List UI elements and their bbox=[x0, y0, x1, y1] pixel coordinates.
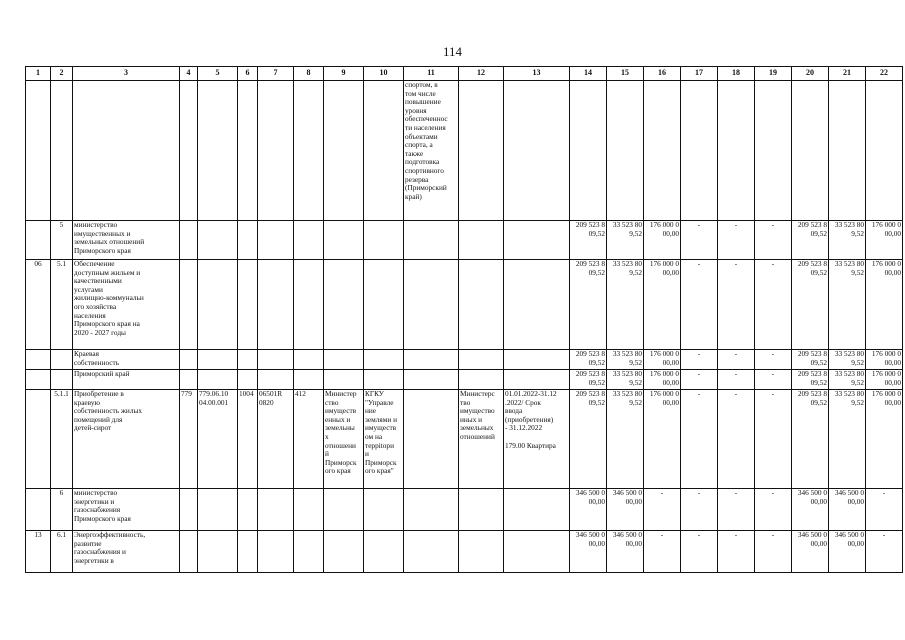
table-cell bbox=[180, 370, 198, 390]
table-cell: - bbox=[718, 390, 755, 489]
table-cell: - bbox=[644, 489, 681, 531]
column-header: 1 bbox=[26, 67, 51, 81]
table-cell: Приморский край bbox=[73, 370, 180, 390]
column-header: 13 bbox=[504, 67, 570, 81]
table-cell: 6.1 bbox=[51, 531, 73, 573]
table-cell bbox=[238, 81, 258, 221]
table-cell bbox=[294, 531, 324, 573]
table-cell: 33 523 80 9,52 bbox=[607, 350, 644, 370]
table-row bbox=[26, 260, 903, 350]
table-cell bbox=[180, 260, 198, 350]
table-cell bbox=[504, 489, 570, 531]
table-cell: 33 523 80 9,52 bbox=[829, 370, 866, 390]
table-cell: 346 500 0 00,00 bbox=[829, 489, 866, 531]
table-cell: 209 523 8 09,52 bbox=[792, 350, 829, 370]
table-cell bbox=[459, 221, 504, 260]
table-cell: 176 000 0 00,00 bbox=[866, 221, 903, 260]
table-cell: - bbox=[681, 370, 718, 390]
table-cell: 209 523 8 09,52 bbox=[570, 350, 607, 370]
table-cell: - bbox=[866, 489, 903, 531]
table-cell: - bbox=[755, 489, 792, 531]
table-cell bbox=[294, 370, 324, 390]
table-cell: 346 500 0 00,00 bbox=[607, 531, 644, 573]
table-cell bbox=[258, 260, 294, 350]
column-header: 11 bbox=[404, 67, 459, 81]
table-cell bbox=[644, 81, 681, 221]
table-cell bbox=[504, 370, 570, 390]
table-cell bbox=[404, 531, 459, 573]
table-cell bbox=[198, 81, 238, 221]
budget-table bbox=[25, 66, 903, 573]
table-cell bbox=[51, 350, 73, 370]
table-cell: 346 500 0 00,00 bbox=[570, 531, 607, 573]
table-cell: 346 500 0 00,00 bbox=[792, 489, 829, 531]
table-cell bbox=[718, 81, 755, 221]
table-cell bbox=[607, 81, 644, 221]
table-cell bbox=[459, 489, 504, 531]
table-cell: Министерс тво имущество иных и земельных отношений bbox=[459, 390, 504, 489]
table-cell: 176 000 0 00,00 bbox=[644, 350, 681, 370]
table-cell bbox=[180, 531, 198, 573]
table-cell bbox=[866, 81, 903, 221]
table-cell: 176 000 0 00,00 bbox=[866, 350, 903, 370]
table-cell: - bbox=[681, 260, 718, 350]
table-cell: - bbox=[718, 350, 755, 370]
table-cell: 5.1.1 bbox=[51, 390, 73, 489]
table-cell: 209 523 8 09,52 bbox=[792, 260, 829, 350]
table-cell bbox=[459, 531, 504, 573]
table-cell: 13 bbox=[26, 531, 51, 573]
table-cell: 209 523 8 09,52 bbox=[792, 390, 829, 489]
table-cell bbox=[238, 531, 258, 573]
table-cell: - bbox=[718, 489, 755, 531]
table-cell: - bbox=[681, 390, 718, 489]
column-header: 12 bbox=[459, 67, 504, 81]
table-cell: - bbox=[681, 531, 718, 573]
table-cell bbox=[459, 350, 504, 370]
table-cell bbox=[294, 260, 324, 350]
table-cell bbox=[570, 81, 607, 221]
table-cell bbox=[238, 221, 258, 260]
table-cell bbox=[504, 81, 570, 221]
table-cell: - bbox=[681, 489, 718, 531]
table-cell bbox=[26, 350, 51, 370]
table-cell bbox=[364, 221, 404, 260]
table-cell bbox=[258, 221, 294, 260]
table-cell: спортом, в том числе повышение уровня обеспеченнос ти населения объектами спорта, а также подготовка спортивного резерва (Приморский край) bbox=[404, 81, 459, 221]
table-cell: 1004 bbox=[238, 390, 258, 489]
table-cell bbox=[755, 81, 792, 221]
column-header: 9 bbox=[324, 67, 364, 81]
table-row bbox=[26, 531, 903, 573]
table-cell bbox=[364, 350, 404, 370]
table-cell: 33 523 80 9,52 bbox=[829, 350, 866, 370]
column-header: 10 bbox=[364, 67, 404, 81]
table-cell bbox=[51, 81, 73, 221]
table-cell: 779 bbox=[180, 390, 198, 489]
table-cell bbox=[829, 81, 866, 221]
table-cell: 6 bbox=[51, 489, 73, 531]
column-header: 7 bbox=[258, 67, 294, 81]
table-cell bbox=[258, 489, 294, 531]
table-cell bbox=[364, 370, 404, 390]
column-header: 4 bbox=[180, 67, 198, 81]
table-cell bbox=[404, 260, 459, 350]
table-cell: 06501R 0820 bbox=[258, 390, 294, 489]
table-cell: - bbox=[755, 221, 792, 260]
table-cell bbox=[294, 81, 324, 221]
table-cell: 176 000 0 00,00 bbox=[644, 221, 681, 260]
table-cell: 779.06.10 04.00.001 bbox=[198, 390, 238, 489]
table-cell: - bbox=[718, 221, 755, 260]
table-cell: - bbox=[644, 531, 681, 573]
table-row bbox=[26, 81, 903, 221]
table-cell bbox=[404, 221, 459, 260]
column-header: 6 bbox=[238, 67, 258, 81]
column-header: 8 bbox=[294, 67, 324, 81]
table-cell: 176 000 0 00,00 bbox=[644, 260, 681, 350]
table-cell bbox=[258, 531, 294, 573]
table-cell bbox=[180, 81, 198, 221]
table-cell bbox=[459, 81, 504, 221]
table-cell bbox=[504, 221, 570, 260]
table-cell bbox=[198, 350, 238, 370]
table-cell bbox=[238, 260, 258, 350]
table-cell bbox=[294, 221, 324, 260]
table-cell: 176 000 0 00,00 bbox=[644, 390, 681, 489]
table-cell: 33 523 80 9,52 bbox=[607, 390, 644, 489]
table-row bbox=[26, 221, 903, 260]
column-header: 21 bbox=[829, 67, 866, 81]
table-cell bbox=[324, 221, 364, 260]
table-cell bbox=[26, 81, 51, 221]
table-cell bbox=[504, 531, 570, 573]
table-cell bbox=[26, 489, 51, 531]
table-cell: 209 523 8 09,52 bbox=[792, 221, 829, 260]
table-cell: 176 000 0 00,00 bbox=[866, 260, 903, 350]
table-cell: 176 000 0 00,00 bbox=[644, 370, 681, 390]
table-cell bbox=[198, 260, 238, 350]
table-cell: Краевая собственность bbox=[73, 350, 180, 370]
table-cell bbox=[198, 531, 238, 573]
table-cell: 5 bbox=[51, 221, 73, 260]
table-cell: 209 523 8 09,52 bbox=[570, 221, 607, 260]
table-cell bbox=[238, 489, 258, 531]
table-cell: - bbox=[681, 350, 718, 370]
table-cell bbox=[681, 81, 718, 221]
table-row bbox=[26, 489, 903, 531]
table-cell: 209 523 8 09,52 bbox=[570, 260, 607, 350]
table-cell bbox=[504, 350, 570, 370]
table-cell bbox=[26, 390, 51, 489]
table-row bbox=[26, 370, 903, 390]
table-cell bbox=[364, 489, 404, 531]
table-cell: 01.01.2022-31.12 .2022/ Срок ввода (приобретения) - 31.12.2022 179.00 Квартира bbox=[504, 390, 570, 489]
table-cell bbox=[404, 370, 459, 390]
table-cell: министерство энергетики и газоснабжения Приморского края bbox=[73, 489, 180, 531]
table-cell bbox=[324, 370, 364, 390]
table-cell bbox=[26, 221, 51, 260]
table-cell: - bbox=[718, 260, 755, 350]
table-cell bbox=[51, 370, 73, 390]
header-row bbox=[26, 67, 903, 81]
table-cell: 346 500 0 00,00 bbox=[792, 531, 829, 573]
column-header: 18 bbox=[718, 67, 755, 81]
table-cell bbox=[404, 489, 459, 531]
table-cell: министерство имущественных и земельных отношений Приморского края bbox=[73, 221, 180, 260]
table-cell bbox=[26, 370, 51, 390]
page-number: 114 bbox=[442, 44, 463, 59]
table-cell: - bbox=[755, 350, 792, 370]
table-cell bbox=[180, 489, 198, 531]
table-cell bbox=[258, 350, 294, 370]
table-cell bbox=[364, 81, 404, 221]
table-cell: 346 500 0 00,00 bbox=[607, 489, 644, 531]
table-cell bbox=[238, 350, 258, 370]
table-row bbox=[26, 350, 903, 370]
table-cell: 209 523 8 09,52 bbox=[570, 370, 607, 390]
table-cell: 33 523 80 9,52 bbox=[829, 390, 866, 489]
table-cell bbox=[294, 350, 324, 370]
table-cell bbox=[324, 260, 364, 350]
table-cell bbox=[404, 350, 459, 370]
table-cell bbox=[258, 81, 294, 221]
column-header: 3 bbox=[73, 67, 180, 81]
table-cell bbox=[324, 81, 364, 221]
table-cell: 346 500 0 00,00 bbox=[829, 531, 866, 573]
column-header: 19 bbox=[755, 67, 792, 81]
table-cell: - bbox=[755, 390, 792, 489]
table-cell: - bbox=[755, 370, 792, 390]
table-cell: 33 523 80 9,52 bbox=[829, 260, 866, 350]
column-header: 17 bbox=[681, 67, 718, 81]
table-cell bbox=[73, 81, 180, 221]
table-cell bbox=[238, 370, 258, 390]
table-cell bbox=[198, 221, 238, 260]
table-cell: КГКУ "Управле ние землями и имуществ ом на террitори и Приморск ого края" bbox=[364, 390, 404, 489]
table-cell: - bbox=[718, 531, 755, 573]
table-cell bbox=[324, 489, 364, 531]
table-cell: 176 000 0 00,00 bbox=[866, 390, 903, 489]
table-cell: 176 000 0 00,00 bbox=[866, 370, 903, 390]
table-cell: Приобретение в краевую собственность жилых помещений для детей-сирот bbox=[73, 390, 180, 489]
column-header: 14 bbox=[570, 67, 607, 81]
table-cell: - bbox=[755, 260, 792, 350]
column-header: 5 bbox=[198, 67, 238, 81]
table-cell: - bbox=[866, 531, 903, 573]
table-cell bbox=[459, 370, 504, 390]
table-cell bbox=[364, 531, 404, 573]
column-header: 22 bbox=[866, 67, 903, 81]
table-cell: 346 500 0 00,00 bbox=[570, 489, 607, 531]
table-cell bbox=[198, 489, 238, 531]
table-cell: 33 523 80 9,52 bbox=[607, 370, 644, 390]
table-cell: 33 523 80 9,52 bbox=[607, 260, 644, 350]
column-header: 15 bbox=[607, 67, 644, 81]
table-cell: - bbox=[718, 370, 755, 390]
table-row bbox=[26, 390, 903, 489]
table-cell bbox=[792, 81, 829, 221]
table-cell bbox=[404, 390, 459, 489]
table-cell: 209 523 8 09,52 bbox=[570, 390, 607, 489]
table-cell: 06 bbox=[26, 260, 51, 350]
table-cell: Обеспечение доступным жильем и качественными услугами жилищно-коммунальн ого хозяйства населения Приморского края на 2020 - 2027 годы bbox=[73, 260, 180, 350]
table-cell: 33 523 80 9,52 bbox=[607, 221, 644, 260]
table-cell bbox=[180, 350, 198, 370]
column-header: 20 bbox=[792, 67, 829, 81]
table-cell: Энергоэффективность, развитие газоснабжения и энергетики в bbox=[73, 531, 180, 573]
table-cell: Министер ство имуществ енных и земельны х отношени й Приморск ого края bbox=[324, 390, 364, 489]
table-cell bbox=[324, 531, 364, 573]
table-cell: 33 523 80 9,52 bbox=[829, 221, 866, 260]
table-cell bbox=[324, 350, 364, 370]
column-header: 16 bbox=[644, 67, 681, 81]
table-cell: 209 523 8 09,52 bbox=[792, 370, 829, 390]
table-cell bbox=[459, 260, 504, 350]
table-cell: - bbox=[755, 531, 792, 573]
table-cell bbox=[198, 370, 238, 390]
table-cell bbox=[180, 221, 198, 260]
table-cell bbox=[294, 489, 324, 531]
table-cell: - bbox=[681, 221, 718, 260]
table-cell bbox=[258, 370, 294, 390]
column-header: 2 bbox=[51, 67, 73, 81]
table-cell bbox=[364, 260, 404, 350]
table-cell: 412 bbox=[294, 390, 324, 489]
table-cell bbox=[504, 260, 570, 350]
table-cell: 5.1 bbox=[51, 260, 73, 350]
